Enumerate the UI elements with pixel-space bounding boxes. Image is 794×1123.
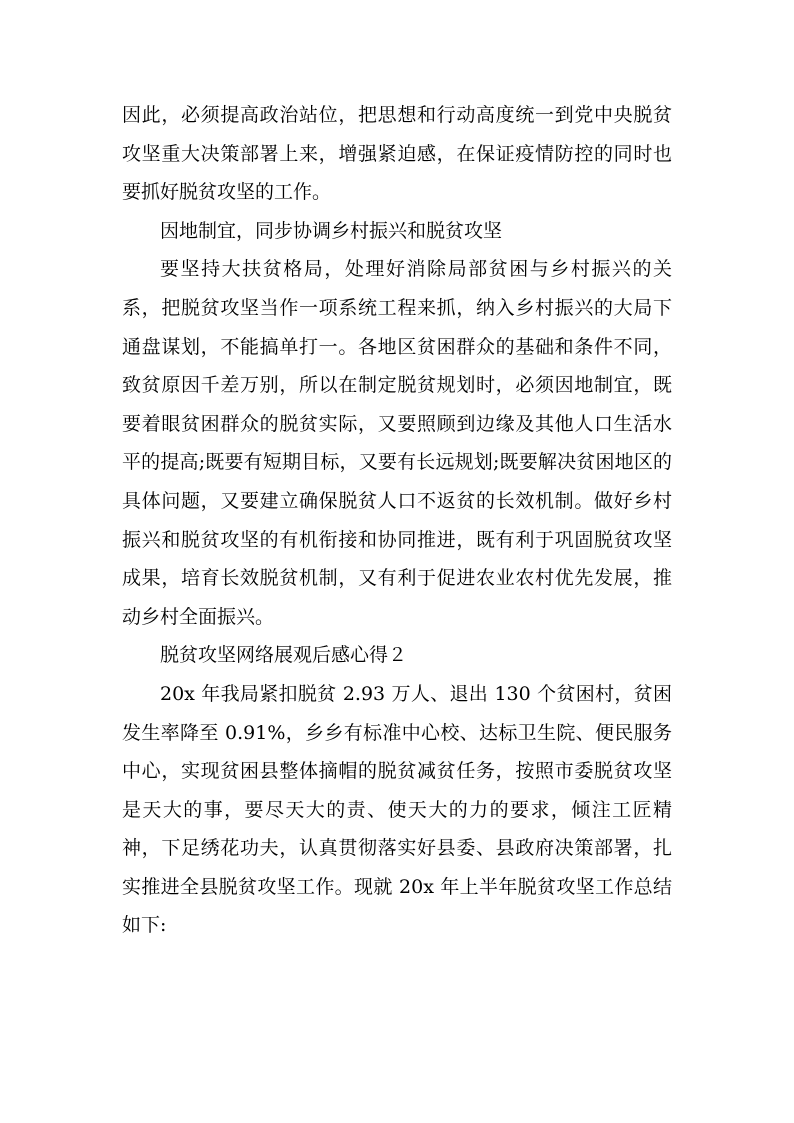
paragraph-intro: 因此，必须提高政治站位，把思想和行动高度统一到党中央脱贫攻坚重大决策部署上来，增强紧迫感，在保证疫情防控的同时也要抓好脱贫攻坚的工作。 [122, 104, 672, 204]
section-heading-reflection-2: 脱贫攻坚网络展观后感心得２ [160, 644, 408, 667]
document-body [122, 96, 672, 945]
section-heading-local-conditions: 因地制宜，同步协调乡村振兴和脱贫攻坚 [160, 219, 503, 242]
paragraph-work-summary: 20x 年我局紧扣脱贫 2.93 万人、退出 130 个贫困村，贫困发生率降至 0.91%，乡乡有标准中心校、达标卫生院、便民服务中心，实现贫困县整体摘帽的脱贫减贫任务，按照市委脱贫攻坚是天大的事，要尽天大的责、使天大的力的要求，倾注工匠精神，下足绣花功夫，认真贯彻落实好县委、县政府决策部署，扎实推进全县脱贫攻坚工作。现就 20x 年上半年脱贫攻坚工作总结如下: [122, 682, 672, 937]
paragraph-poverty-strategy: 要坚持大扶贫格局，处理好消除局部贫困与乡村振兴的关系，把脱贫攻坚当作一项系统工程来抓，纳入乡村振兴的大局下通盘谋划，不能搞单打一。各地区贫困群众的基础和条件不同，致贫原因千差万别，所以在制定脱贫规划时，必须因地制宜，既要着眼贫困群众的脱贫实际，又要照顾到边缘及其他人口生活水平的提高;既要有短期目标，又要有长远规划;既要解决贫困地区的具体问题，又要建立确保脱贫人口不返贫的长效机制。做好乡村振兴和脱贫攻坚的有机衔接和协同推进，既有利于巩固脱贫攻坚成果，培育长效脱贫机制，又有利于促进农业农村优先发展，推动乡村全面振兴。 [122, 258, 672, 628]
